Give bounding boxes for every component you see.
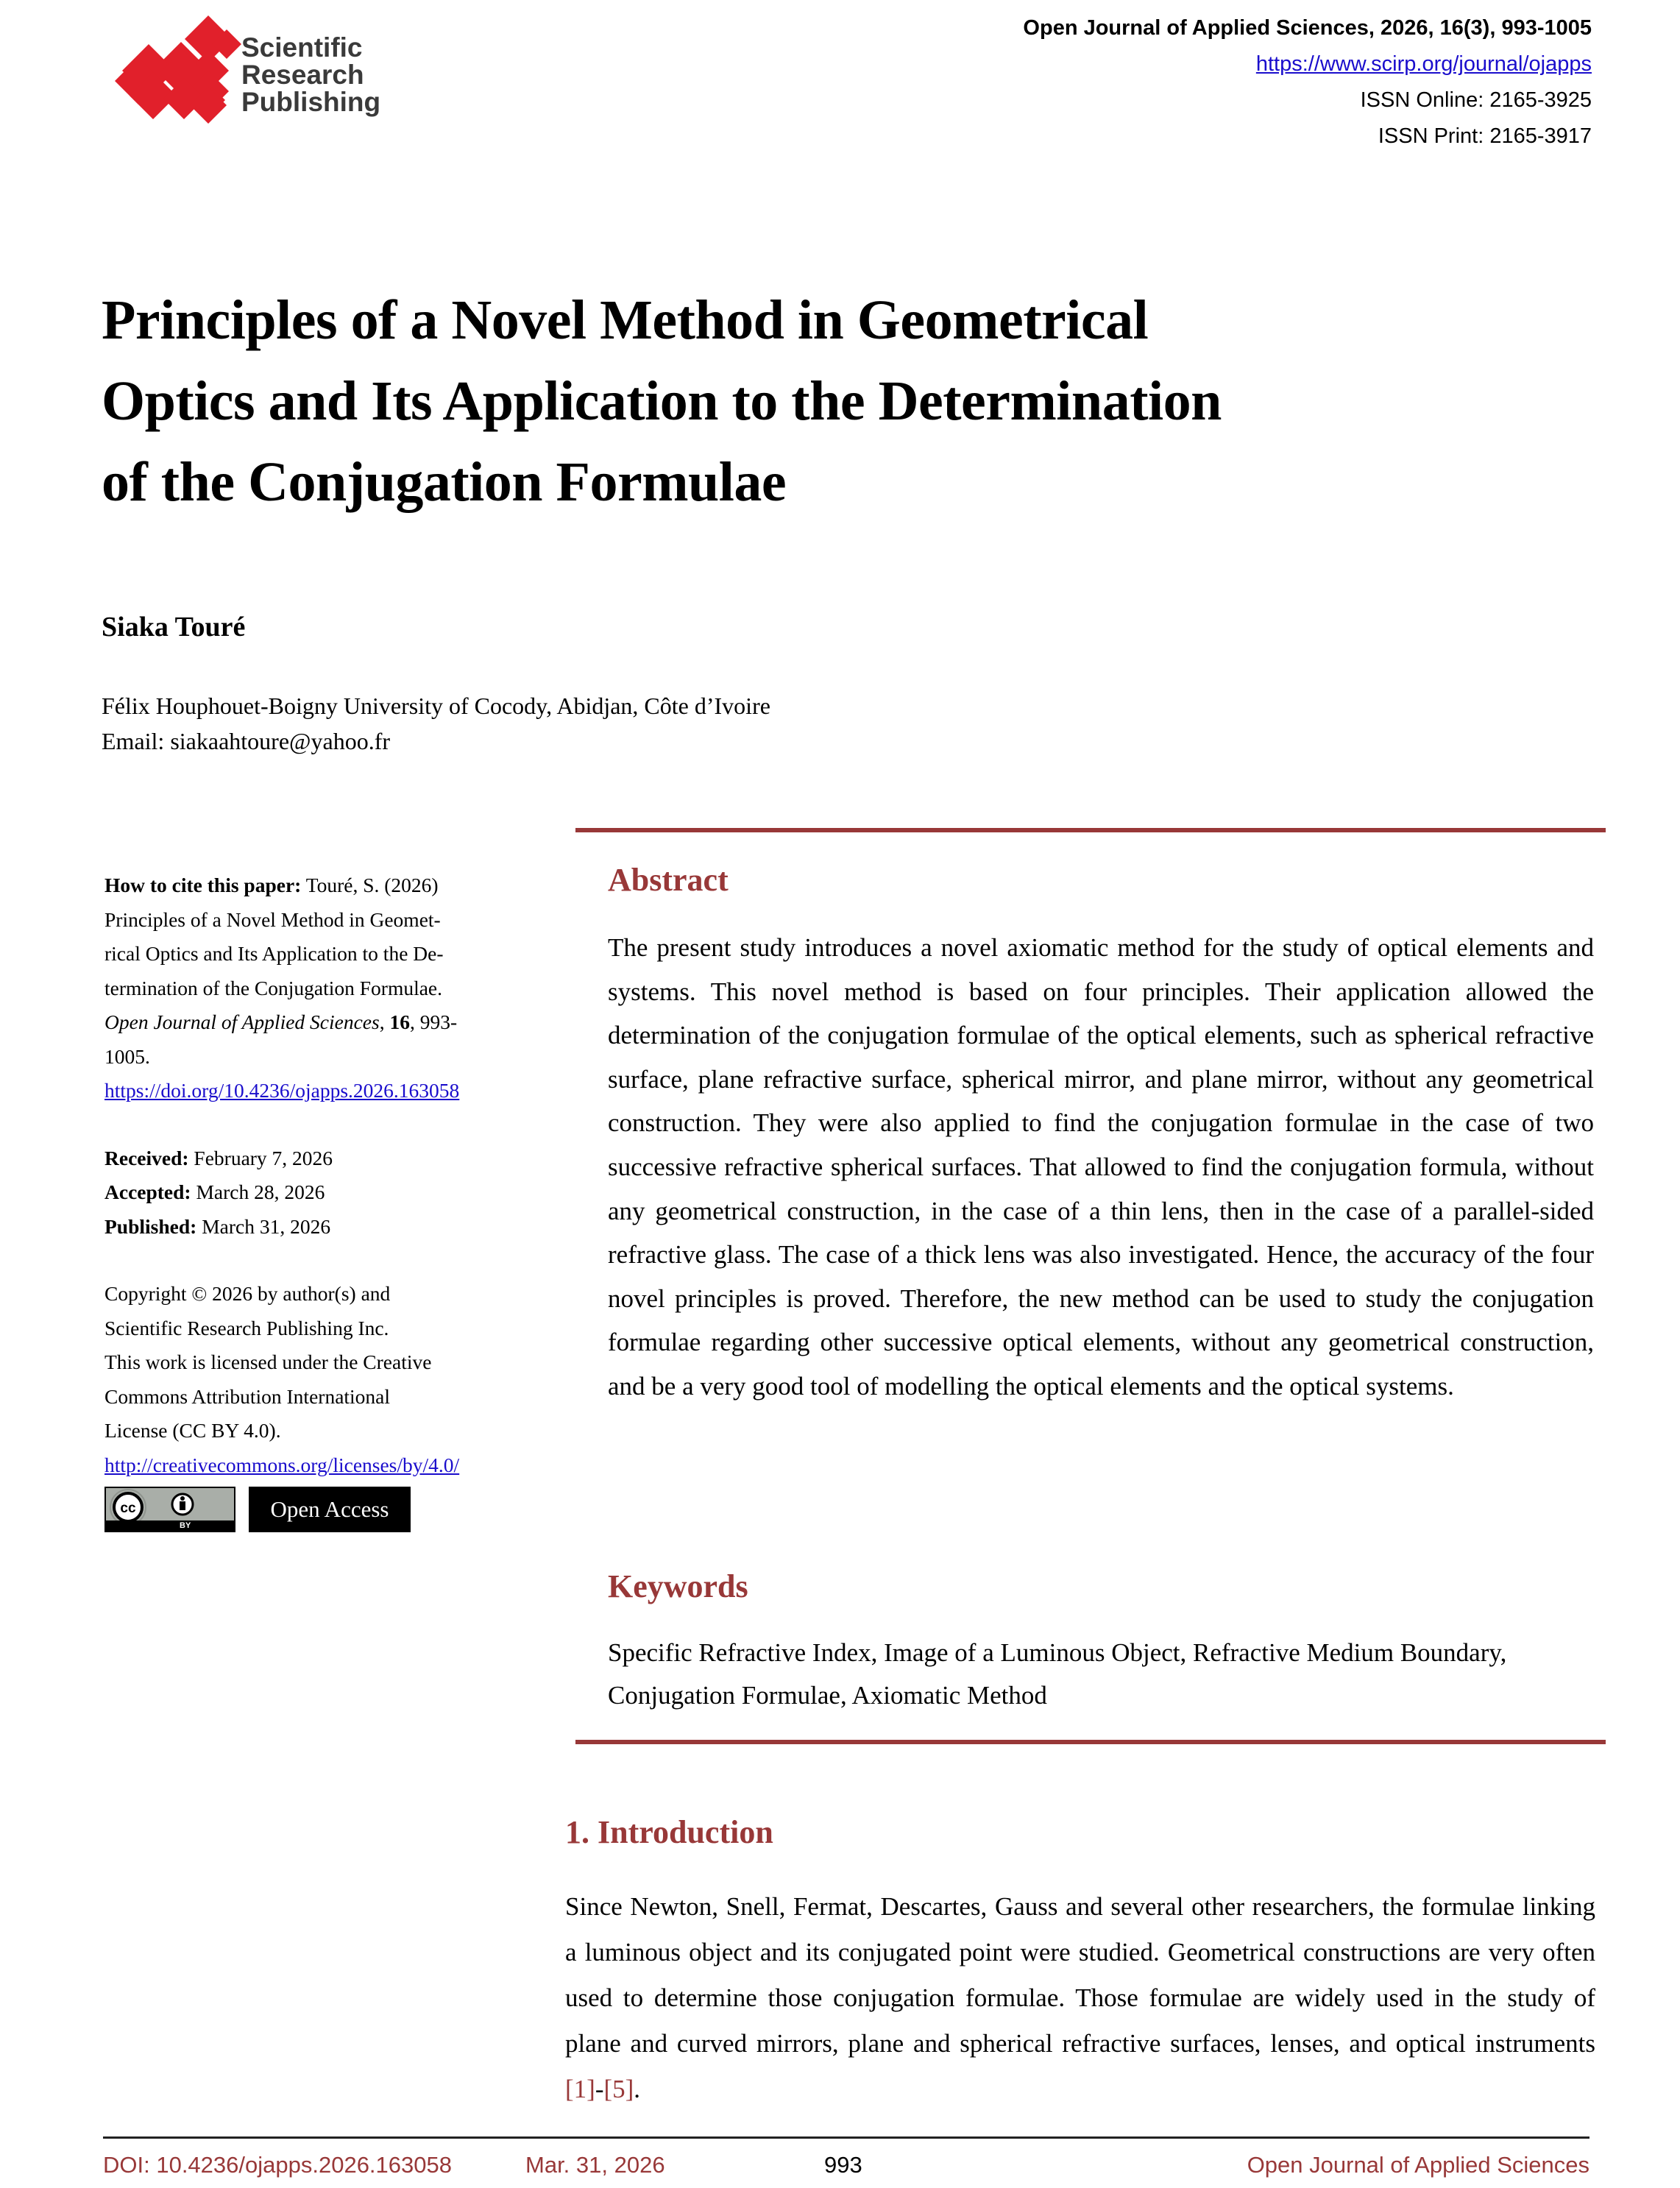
accepted-date: March 28, 2026	[191, 1180, 325, 1203]
copyright-line: This work is licensed under the Creative	[104, 1350, 432, 1373]
cite-sep: ,	[379, 1010, 390, 1033]
abstract-heading: Abstract	[608, 862, 729, 898]
copyright-line: Scientific Research Publishing Inc.	[104, 1316, 389, 1339]
end-punctuation: .	[634, 2075, 641, 2103]
doi-link[interactable]: https://doi.org/10.4236/ojapps.2026.163058	[104, 1079, 460, 1102]
footer-journal-name: Open Journal of Applied Sciences	[1247, 2152, 1589, 2178]
author-affiliation-block	[102, 688, 770, 759]
publisher-name-line: Publishing	[241, 87, 381, 117]
citation-dash: -	[595, 2075, 604, 2103]
cc-text: cc	[120, 1501, 136, 1516]
how-to-cite	[104, 868, 575, 1108]
received-label: Received:	[104, 1146, 189, 1169]
keywords-text: Specific Refractive Index, Image of a Luminous Object, Refractive Medium Boundary, Conjugation Formulae, Axiomatic Method	[608, 1638, 1507, 1710]
license-link[interactable]: http://creativecommons.org/licenses/by/4.0/	[104, 1453, 460, 1476]
article-dates	[104, 1141, 575, 1245]
license-badges	[104, 1487, 575, 1532]
abstract-text: The present study introduces a novel axiomatic method for the study of optical elements and systems. This novel method is based on four principles. Their application allowed the determination of the conjugation formulae of the optical elements, such as spherical refractive surface, plane refractive surface, spherical mirror, and plane mirror, without any geometrical construction. They were also applied to find the conjugation formulae in the case of two successive refractive spherical surfaces. That allowed to find the conjugation formula, without any geometrical construction, in the case of a thin lens, then in the case of a parallel-sided refractive glass. The case of a thick lens was also investigated. Hence, the accuracy of the four novel principles is proved. Therefore, the new method can be used to study the conjugation formulae regarding other successive optical elements, without any geometrical construction, and be a very good tool of modelling the optical elements and the optical systems.	[608, 933, 1594, 1401]
journal-url-link[interactable]: https://www.scirp.org/journal/ojapps	[1255, 52, 1592, 76]
diamond-grid-logo-icon	[103, 6, 243, 127]
copyright-line: Copyright © 2026 by author(s) and	[104, 1282, 391, 1305]
introduction-heading: 1. Introduction	[565, 1814, 773, 1850]
introduction-text	[565, 1884, 1595, 2112]
issn-online: ISSN Online: 2165-3925	[1360, 88, 1592, 112]
issn-print: ISSN Print: 2165-3917	[1378, 124, 1592, 148]
accepted-label: Accepted:	[104, 1180, 191, 1203]
cite-pages: , 993-	[409, 1010, 458, 1033]
citation-link[interactable]: [1]	[565, 2075, 595, 2103]
citation-link[interactable]: [5]	[603, 2075, 634, 2103]
keywords-heading: Keywords	[608, 1568, 748, 1604]
author-email: Email: siakaahtoure@yahoo.fr	[102, 728, 390, 754]
page-number: 993	[824, 2152, 862, 2178]
copyright-line: License (CC BY 4.0).	[104, 1419, 281, 1442]
cite-line: Principles of a Novel Method in Geomet-	[104, 907, 441, 931]
paper-title-line: Optics and Its Application to the Determination	[102, 370, 1222, 432]
copyright-line: Commons Attribution International	[104, 1384, 391, 1408]
received-date: February 7, 2026	[188, 1146, 333, 1169]
copyright-block	[104, 1277, 575, 1482]
section-divider-top	[575, 828, 1606, 832]
cite-journal: Open Journal of Applied Sciences	[104, 1010, 380, 1033]
open-access-badge[interactable]: Open Access	[249, 1487, 411, 1532]
footer-divider	[103, 2136, 1589, 2139]
publisher-name	[241, 34, 380, 116]
published-date: March 31, 2026	[196, 1214, 331, 1238]
cite-line: rical Optics and Its Application to the De-	[104, 942, 444, 965]
cite-volume: 16	[389, 1010, 410, 1033]
cite-line: termination of the Conjugation Formulae.	[104, 976, 443, 999]
footer-date: Mar. 31, 2026	[525, 2152, 665, 2178]
introduction-body: Since Newton, Snell, Fermat, Descartes, Gauss and several other researchers, the formulae linking a luminous object and its conjugated point were studied. Geometrical constructions are very often used to determine those conjugation formulae. Those formulae are widely used in the study of plane and curved mirrors, plane and spherical refractive surfaces, lenses, and optical instruments	[565, 1892, 1595, 2058]
paper-title-line: of the Conjugation Formulae	[102, 451, 787, 513]
article-info-sidebar	[104, 868, 575, 1532]
cc-by-badge[interactable]	[104, 1487, 235, 1532]
published-label: Published:	[104, 1214, 197, 1238]
journal-meta	[1023, 10, 1592, 155]
cite-label: How to cite this paper:	[104, 874, 302, 896]
affiliation: Félix Houphouet-Boigny University of Cocody, Abidjan, Côte d’Ivoire	[102, 693, 770, 719]
section-divider-bottom	[575, 1740, 1606, 1744]
cc-by-label: BY	[180, 1521, 191, 1530]
paper-title	[102, 280, 1617, 523]
publisher-name-line: Research	[241, 60, 364, 90]
cite-author: Touré, S. (2026)	[301, 874, 439, 896]
cite-pages-end: 1005.	[104, 1044, 150, 1068]
journal-citation-line: Open Journal of Applied Sciences, 2026, 16(3), 993-1005	[1023, 16, 1592, 40]
author-name: Siaka Touré	[102, 612, 246, 642]
paper-title-line: Principles of a Novel Method in Geometrical	[102, 289, 1149, 351]
footer-doi: DOI: 10.4236/ojapps.2026.163058	[103, 2152, 452, 2178]
publisher-logo	[103, 6, 412, 127]
publisher-name-line: Scientific	[241, 32, 363, 63]
